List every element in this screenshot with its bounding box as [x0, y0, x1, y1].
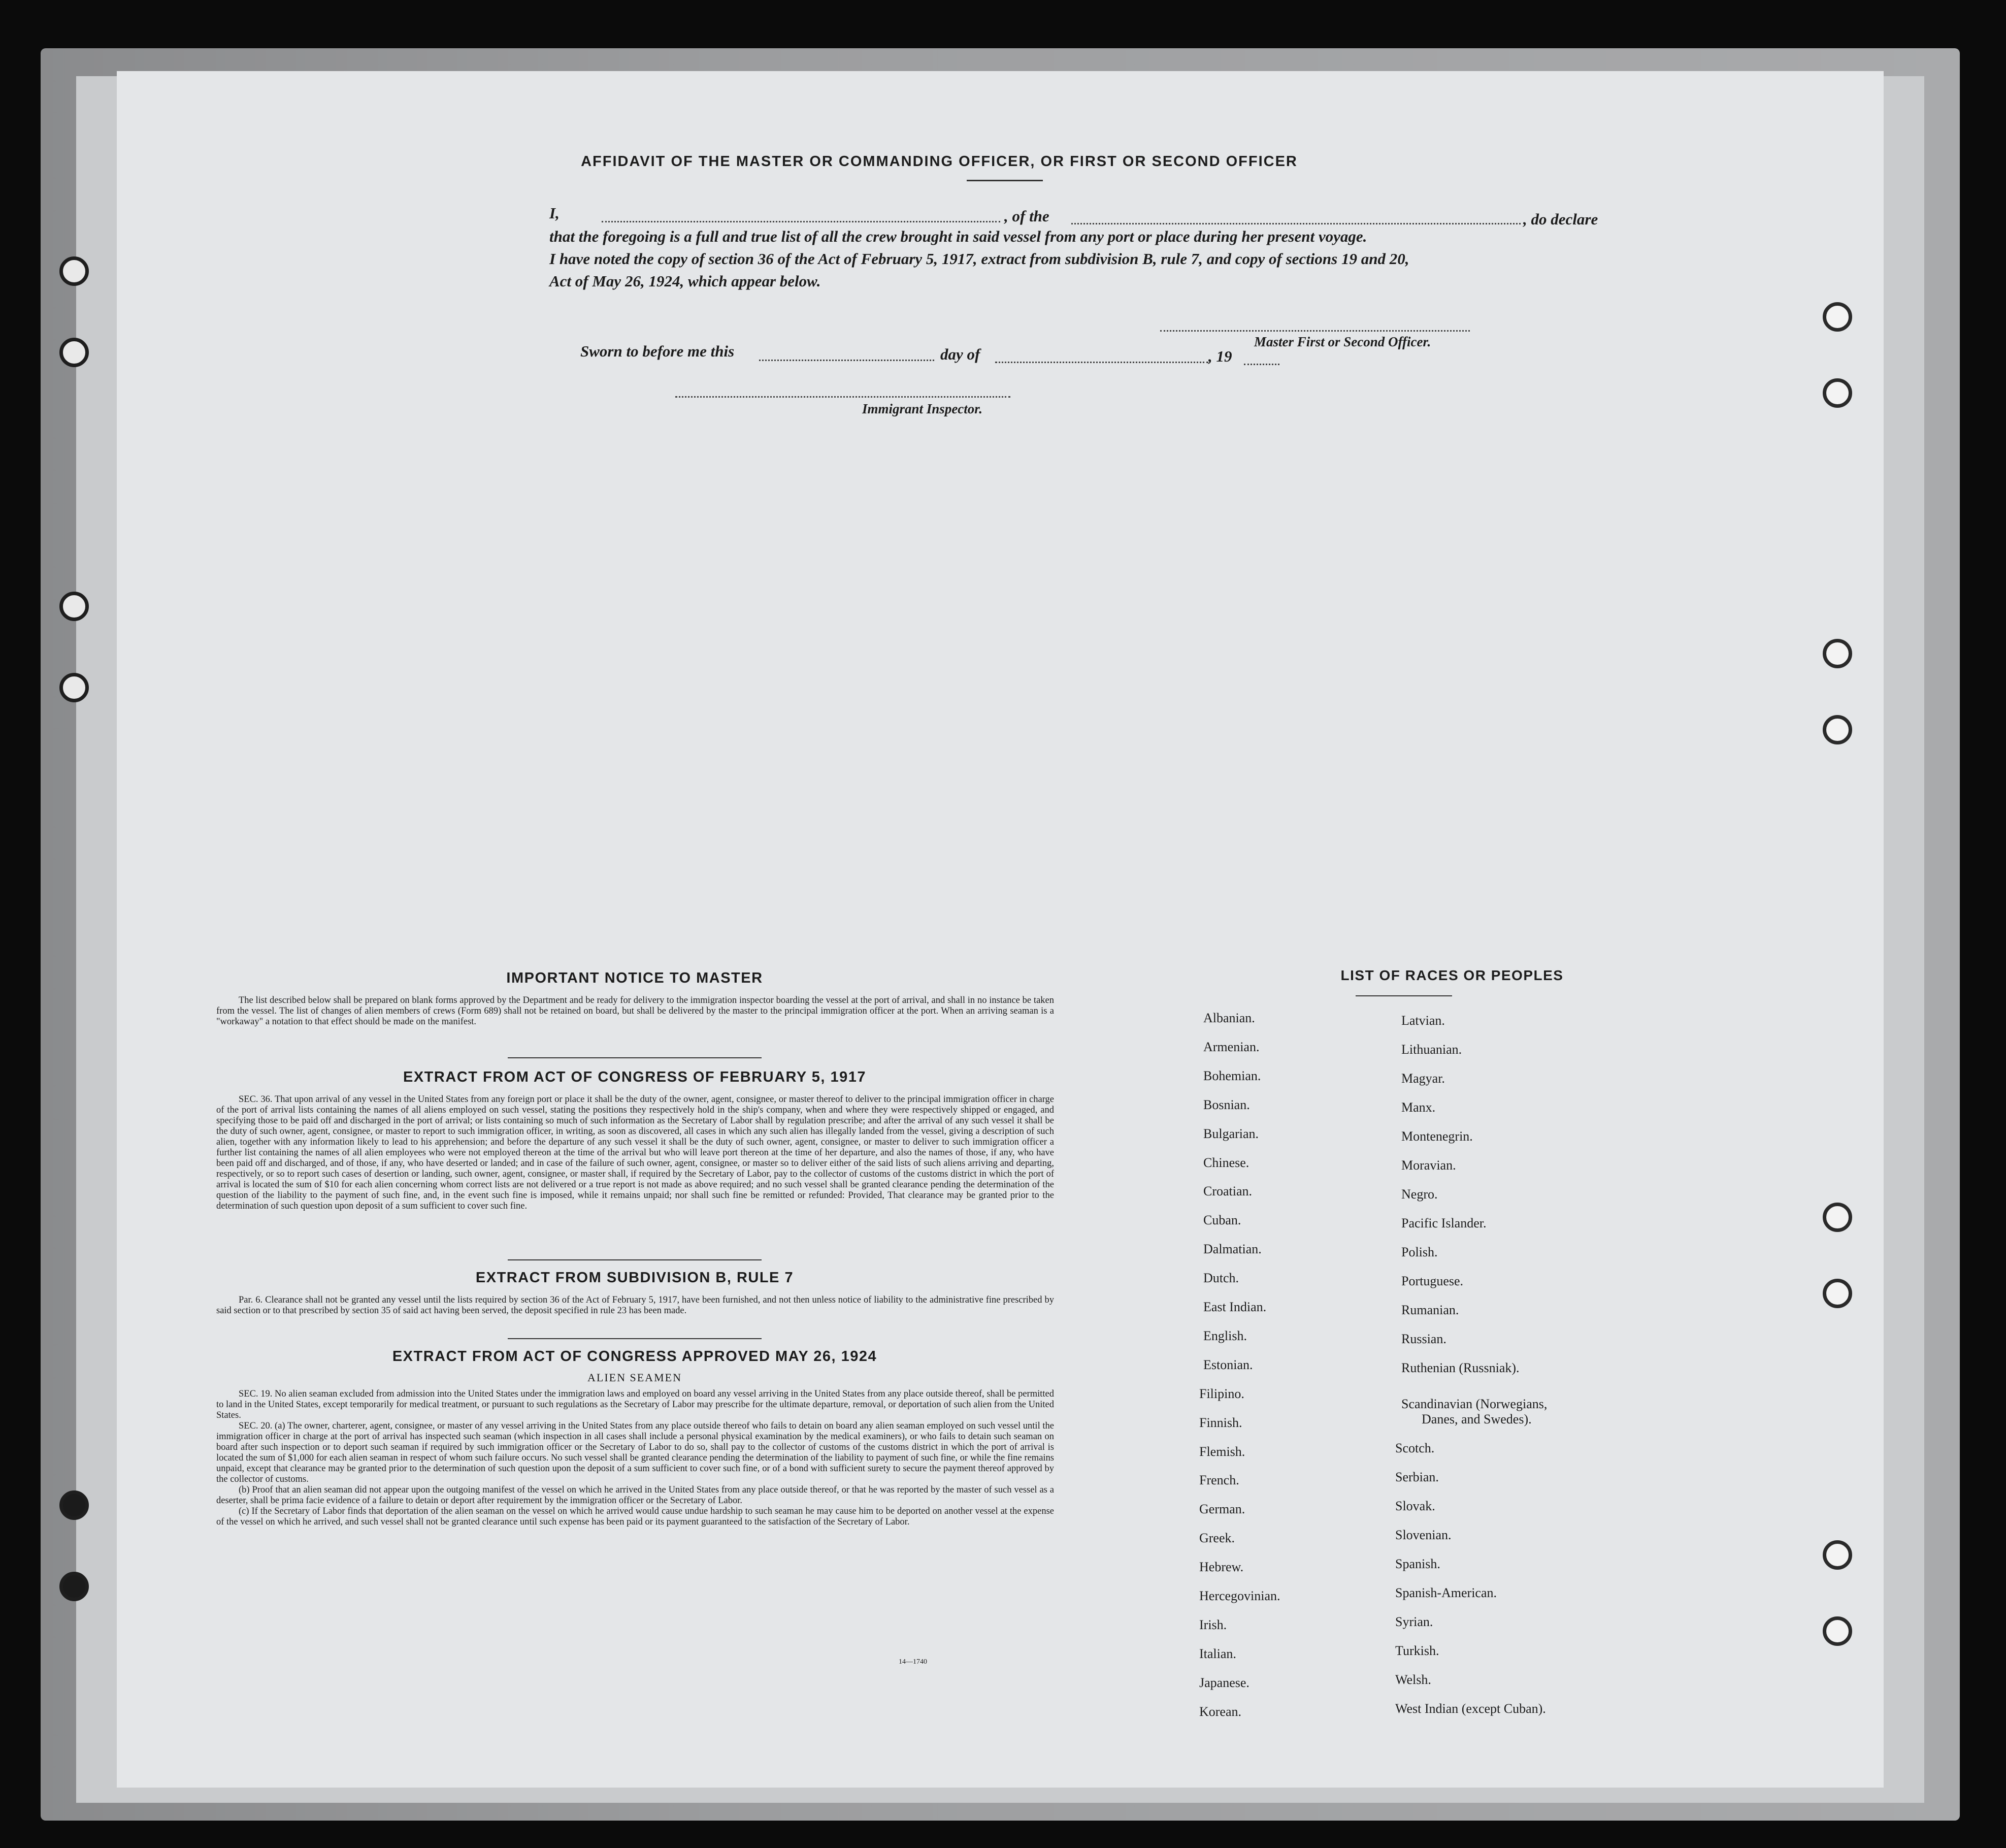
race-item: Irish.	[1199, 1617, 1227, 1632]
race-item: Russian.	[1401, 1332, 1446, 1346]
race-item: Bohemian.	[1203, 1068, 1261, 1083]
race-item: Greek.	[1199, 1531, 1235, 1546]
page-hole	[1823, 639, 1852, 668]
affidavit-line1-prefix: I,	[549, 204, 560, 222]
title-rule	[967, 180, 1043, 181]
extract-1924-body	[216, 1389, 1054, 1528]
race-item: Hercegovinian.	[1199, 1588, 1280, 1603]
binder-hole	[59, 338, 89, 367]
section-rule	[508, 1057, 762, 1058]
section-rule	[508, 1259, 762, 1260]
name-blank	[602, 221, 1000, 222]
sec19-text: SEC. 19. No alien seaman excluded from admission into the United States under the immigration laws and employed on board any vessel arriving in the United States from any place outside thereof, shall be permitted to land in the United States, except temporarily for medical treatment, or pursuant to such regulations as the Secretary of Labor may prescribe for the ultimate departure, removal, or deportation of such alien from the United States.	[216, 1389, 1054, 1420]
affidavit-title: AFFIDAVIT OF THE MASTER OR COMMANDING OFFICER, OR FIRST OR SECOND OFFICER	[581, 153, 1298, 170]
sec20a-text: SEC. 20. (a) The owner, charterer, agent, consignee, or master of any vessel arriving in the United States from any place outside thereof who fails to detain on board any alien seaman employed on such vessel until the immigration officer in charge at the port of arrival has inspected such seaman (which inspection in all cases shall include a personal physical examination by the medical examiners), or who fails to detain such seaman on board after such inspection or to deport such seaman if required by such immigration officer or the Secretary of Labor to do so, shall pay to the collector of customs of the customs district in which the port of arrival is located the sum of $1,000 for each alien seaman in respect of whom such failure occurs. No such vessel shall be granted clearance pending the determination of the liability to payment of such fine, or while the fine remains unpaid, except that clearance may be granted prior to the determination of such question upon the deposit of a sum sufficient to cover such fine, or of a bond with sufficient surety to secure the payment thereof approved by the collector of customs.	[216, 1421, 1054, 1484]
affidavit-line1-mid: , of the	[1004, 207, 1049, 225]
page-hole	[1823, 378, 1852, 408]
affidavit-line2: that the foregoing is a full and true list of all the crew brought in said vessel from any port or place during her present voyage.	[549, 228, 1367, 245]
race-item: Estonian.	[1203, 1357, 1253, 1372]
binder-hole	[59, 592, 89, 621]
notice-body	[216, 995, 1054, 1027]
race-item: Lithuanian.	[1401, 1042, 1462, 1057]
alien-seamen-subtitle: ALIEN SEAMEN	[587, 1371, 682, 1384]
subdivision-title: EXTRACT FROM SUBDIVISION B, RULE 7	[475, 1270, 794, 1286]
race-item: Hebrew.	[1199, 1560, 1244, 1575]
race-item: Manx.	[1401, 1100, 1436, 1115]
race-item: Syrian.	[1395, 1614, 1433, 1629]
race-item: Dutch.	[1203, 1271, 1239, 1286]
race-item: English.	[1203, 1328, 1247, 1343]
race-item: French.	[1199, 1473, 1239, 1488]
race-item: East Indian.	[1203, 1300, 1267, 1314]
affidavit-line3: I have noted the copy of section 36 of the Act of February 5, 1917, extract from subdivision B, rule 7, and copy of sections 19 and 20,	[549, 250, 1409, 268]
notice-title: IMPORTANT NOTICE TO MASTER	[506, 970, 763, 986]
binder-hole	[59, 1490, 89, 1520]
race-item: Bulgarian.	[1203, 1126, 1259, 1141]
extract-1924-title: EXTRACT FROM ACT OF CONGRESS APPROVED MAY 26, 1924	[392, 1348, 877, 1365]
affidavit-line1-suffix: , do declare	[1523, 210, 1598, 228]
master-caption: Master First or Second Officer.	[1254, 334, 1431, 349]
extract-1917-body	[216, 1094, 1054, 1212]
races-rule	[1356, 995, 1452, 996]
section-rule	[508, 1338, 762, 1339]
race-item: Finnish.	[1199, 1415, 1242, 1430]
race-item: Polish.	[1401, 1245, 1438, 1259]
page-hole	[1823, 1279, 1852, 1308]
sec20c-text: (c) If the Secretary of Labor finds that deportation of the alien seaman on the vessel on which he arrived would cause undue hardship to such seaman he may cause him to be deported on another vessel at the expense of the vessel on which he arrived, and such vessel shall not be granted clearance until such expense has been paid or its payment guaranteed to the satisfaction of the Secretary of Labor.	[216, 1506, 1054, 1527]
race-item: Latvian.	[1401, 1013, 1445, 1028]
inspector-caption: Immigrant Inspector.	[862, 401, 983, 416]
race-item: Danes, and Swedes).	[1422, 1412, 1532, 1426]
race-item: Slovak.	[1395, 1499, 1435, 1513]
manifest-page	[117, 71, 1884, 1788]
race-item: Magyar.	[1401, 1071, 1445, 1086]
sworn-suffix: , 19	[1208, 347, 1232, 365]
sworn-prefix: Sworn to before me this	[580, 342, 735, 360]
race-item: Filipino.	[1199, 1386, 1244, 1401]
sworn-day-blank	[759, 360, 934, 361]
page-hole	[1823, 1616, 1852, 1646]
vessel-blank	[1071, 223, 1521, 224]
race-item: Dalmatian.	[1203, 1242, 1262, 1257]
race-item: Slovenian.	[1395, 1528, 1452, 1542]
race-item: Armenian.	[1203, 1039, 1260, 1054]
race-item: Turkish.	[1395, 1643, 1439, 1658]
form-number: 14—1740	[899, 1658, 927, 1666]
race-item: Rumanian.	[1401, 1303, 1459, 1317]
binder-hole	[59, 673, 89, 702]
race-item: Portuguese.	[1401, 1274, 1464, 1288]
race-item: Albanian.	[1203, 1011, 1255, 1025]
inspector-signature-blank	[675, 396, 1010, 398]
sworn-year-blank	[1244, 364, 1279, 365]
race-item: Croatian.	[1203, 1184, 1253, 1199]
page-hole	[1823, 1203, 1852, 1232]
race-item: Italian.	[1199, 1646, 1236, 1661]
race-item: Scotch.	[1395, 1441, 1435, 1455]
race-item: Spanish-American.	[1395, 1585, 1497, 1600]
page-hole	[1823, 302, 1852, 332]
notice-text: The list described below shall be prepared on blank forms approved by the Department and be ready for delivery to the immigration inspector boarding the vessel at the port of arrival, and shall in no instance be taken from the vessel. The list of changes of alien members of crews (Form 689) shall not be retained on board, but shall be delivered by the master to the principal immigration officer at the port. When an arriving seaman is a "workaway" a notation to that effect should be made on the manifest.	[216, 995, 1054, 1027]
affidavit-line4: Act of May 26, 1924, which appear below.	[549, 272, 821, 290]
race-item: Moravian.	[1401, 1158, 1456, 1173]
extract-1917-title: EXTRACT FROM ACT OF CONGRESS OF FEBRUARY 5, 1917	[403, 1069, 867, 1085]
race-item: Bosnian.	[1203, 1097, 1250, 1112]
race-item: Korean.	[1199, 1704, 1242, 1719]
race-item: Welsh.	[1395, 1672, 1431, 1687]
race-item: Serbian.	[1395, 1470, 1439, 1484]
race-item: Chinese.	[1203, 1155, 1249, 1170]
race-item: Ruthenian (Russniak).	[1401, 1360, 1520, 1375]
page-hole	[1823, 715, 1852, 744]
master-signature-blank	[1160, 330, 1470, 332]
binder-hole	[59, 256, 89, 286]
race-item: Negro.	[1401, 1187, 1438, 1202]
race-item: Montenegrin.	[1401, 1129, 1473, 1144]
race-item: Japanese.	[1199, 1675, 1249, 1690]
race-item: Pacific Islander.	[1401, 1216, 1487, 1230]
sworn-mid: day of	[940, 345, 980, 363]
race-item: Scandinavian (Norwegians,	[1401, 1397, 1548, 1411]
race-item: German.	[1199, 1502, 1245, 1517]
races-title: LIST OF RACES OR PEOPLES	[1340, 967, 1564, 983]
race-item: Cuban.	[1203, 1213, 1241, 1228]
binder-hole	[59, 1572, 89, 1601]
race-item: Flemish.	[1199, 1444, 1245, 1459]
race-item: Spanish.	[1395, 1557, 1440, 1571]
sec20b-text: (b) Proof that an alien seaman did not appear upon the outgoing manifest of the vessel on which he arrived in the United States from any place outside thereof, or that he was reported by the master of such vessel as a deserter, shall be prima facie evidence of a failure to detain or deport after requirement by the immigration officer or the Secretary of Labor.	[216, 1485, 1054, 1506]
subdivision-body	[216, 1295, 1054, 1316]
extract-1917-text: SEC. 36. That upon arrival of any vessel in the United States from any foreign port or place it shall be the duty of the owner, agent, consignee, or master thereof to deliver to the principal immigration officer in charge of the port of arrival lists containing the names of all aliens employed on such vessel, stating the positions they respectively hold in the ship's company, when and where they were respectively shipped or engaged, and specifying those to be paid off and discharged in the port of arrival; or lists containing so much of such information as the Secretary of Labor shall by regulation prescribe; and after the arrival of any such vessel it shall be the duty of such owner, agent, consignee, or master to report to such immigration officer, in writing, as soon as discovered, all cases in which any such alien has illegally landed from the vessel, giving a description of such alien, together with any information likely to lead to his apprehension; and before the departure of any such vessel it shall be the duty of such owner, agent, consignee, or master to deliver to such immigration officer a further list containing the names of all alien employees who were not employed thereon at the time of the arrival but who will leave port thereon at the time of her departure, and also the names of those, if any, who have been paid off and discharged, and of those, if any, who have deserted or landed; and in case of the failure of such owner, agent, consignee, or master so to deliver either of the said lists of such aliens arriving and departing, respectively, or so to report such cases of desertion or landing, such owner, agent, consignee, or master shall, if required by the Secretary of Labor, pay to the collector of customs of the customs district in which the port of arrival is located the sum of $10 for each alien concerning whom correct lists are not delivered or a true report is not made as above required; and no such vessel shall be granted clearance pending the determination of the question of the liability to the payment of such fine, and, in the event such fine is imposed, while it remains unpaid; nor shall such fine be remitted or refunded: Provided, That clearance may be granted prior to the determination of such question upon deposit of a sum sufficient to cover such fine.	[216, 1094, 1054, 1211]
race-item: West Indian (except Cuban).	[1395, 1701, 1546, 1716]
subdivision-text: Par. 6. Clearance shall not be granted any vessel until the lists required by section 36 of the Act of February 5, 1917, have been furnished, and not then unless notice of liability to the administrative fine prescribed by said section or to that prescribed by section 35 of said act having been served, the deposit specified in rule 23 has been made.	[216, 1295, 1054, 1316]
page-hole	[1823, 1540, 1852, 1570]
sworn-month-blank	[995, 362, 1208, 363]
